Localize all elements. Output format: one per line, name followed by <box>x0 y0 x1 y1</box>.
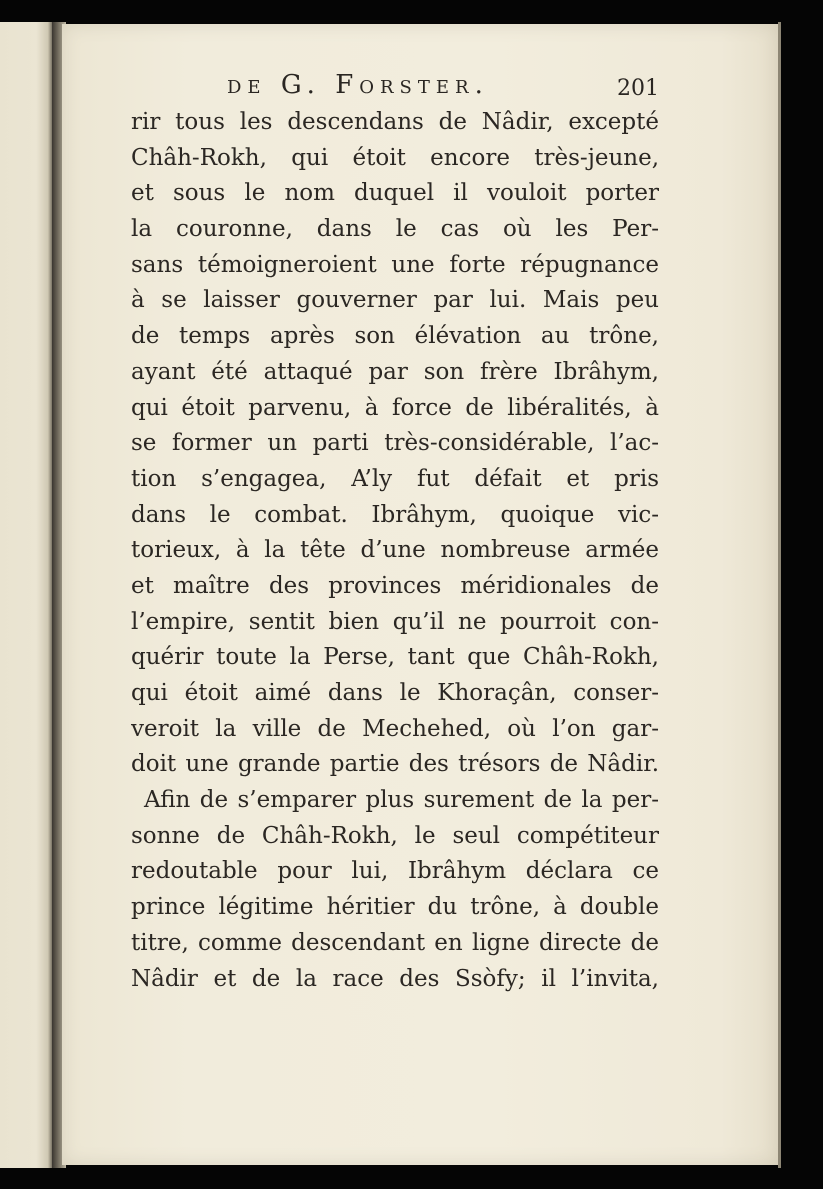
page-header <box>137 64 659 110</box>
paragraph-start-line: Afin de s’emparer plus surement de la per- <box>144 787 659 814</box>
facing-page-edge <box>0 22 52 1168</box>
text-line: dans le combat. Ibrâhym, quoique vic- <box>131 501 659 528</box>
text-line: et sous le nom duquel il vouloit porter <box>131 180 659 207</box>
text-line: sans témoigneroient une forte répugnance <box>131 251 659 278</box>
text-line: la couronne, dans le cas où les Per- <box>131 216 659 243</box>
text-line: de temps après son élévation au trône, <box>131 323 659 350</box>
body-text <box>131 105 659 997</box>
text-line: se former un parti très-considérable, l’ac- <box>131 430 659 457</box>
text-line: sonne de Châh-Rokh, le seul compétiteur <box>131 822 659 849</box>
text-line: ayant été attaqué par son frère Ibrâhym, <box>131 358 659 385</box>
text-line: qui étoit parvenu, à force de libéralités, à <box>131 394 659 421</box>
text-line: torieux, à la tête d’une nombreuse armée <box>131 537 659 564</box>
running-title: de G. Forster. <box>227 70 489 100</box>
text-line: doit une grande partie des trésors de Nâdir. <box>131 751 659 778</box>
text-line: qui étoit aimé dans le Khoraçân, conser- <box>131 680 659 706</box>
text-line: titre, comme descendant en ligne directe de <box>131 929 659 956</box>
text-line: tion s’engagea, A’ly fut défait et pris <box>131 465 659 492</box>
text-line: veroit la ville de Mechehed, où l’on gar- <box>131 715 659 742</box>
text-line: quérir toute la Perse, tant que Châh-Rokh, <box>131 644 659 671</box>
text-line: rir tous les descendans de Nâdir, excepté <box>131 109 659 135</box>
text-line: l’empire, sentit bien qu’il ne pourroit con- <box>131 608 659 635</box>
text-line: Châh-Rokh, qui étoit encore très-jeune, <box>131 144 659 171</box>
page-edge <box>778 22 781 1168</box>
text-line: et maître des provinces méridionales de <box>131 572 659 599</box>
page-number: 201 <box>617 76 659 101</box>
text-line: à se laisser gouverner par lui. Mais peu <box>131 287 659 314</box>
text-line: prince légitime héritier du trône, à double <box>131 894 659 921</box>
text-line: Nâdir et de la race des Ssòfy; il l’invita, <box>131 965 659 992</box>
text-line: redoutable pour lui, Ibrâhym déclara ce <box>131 858 659 885</box>
